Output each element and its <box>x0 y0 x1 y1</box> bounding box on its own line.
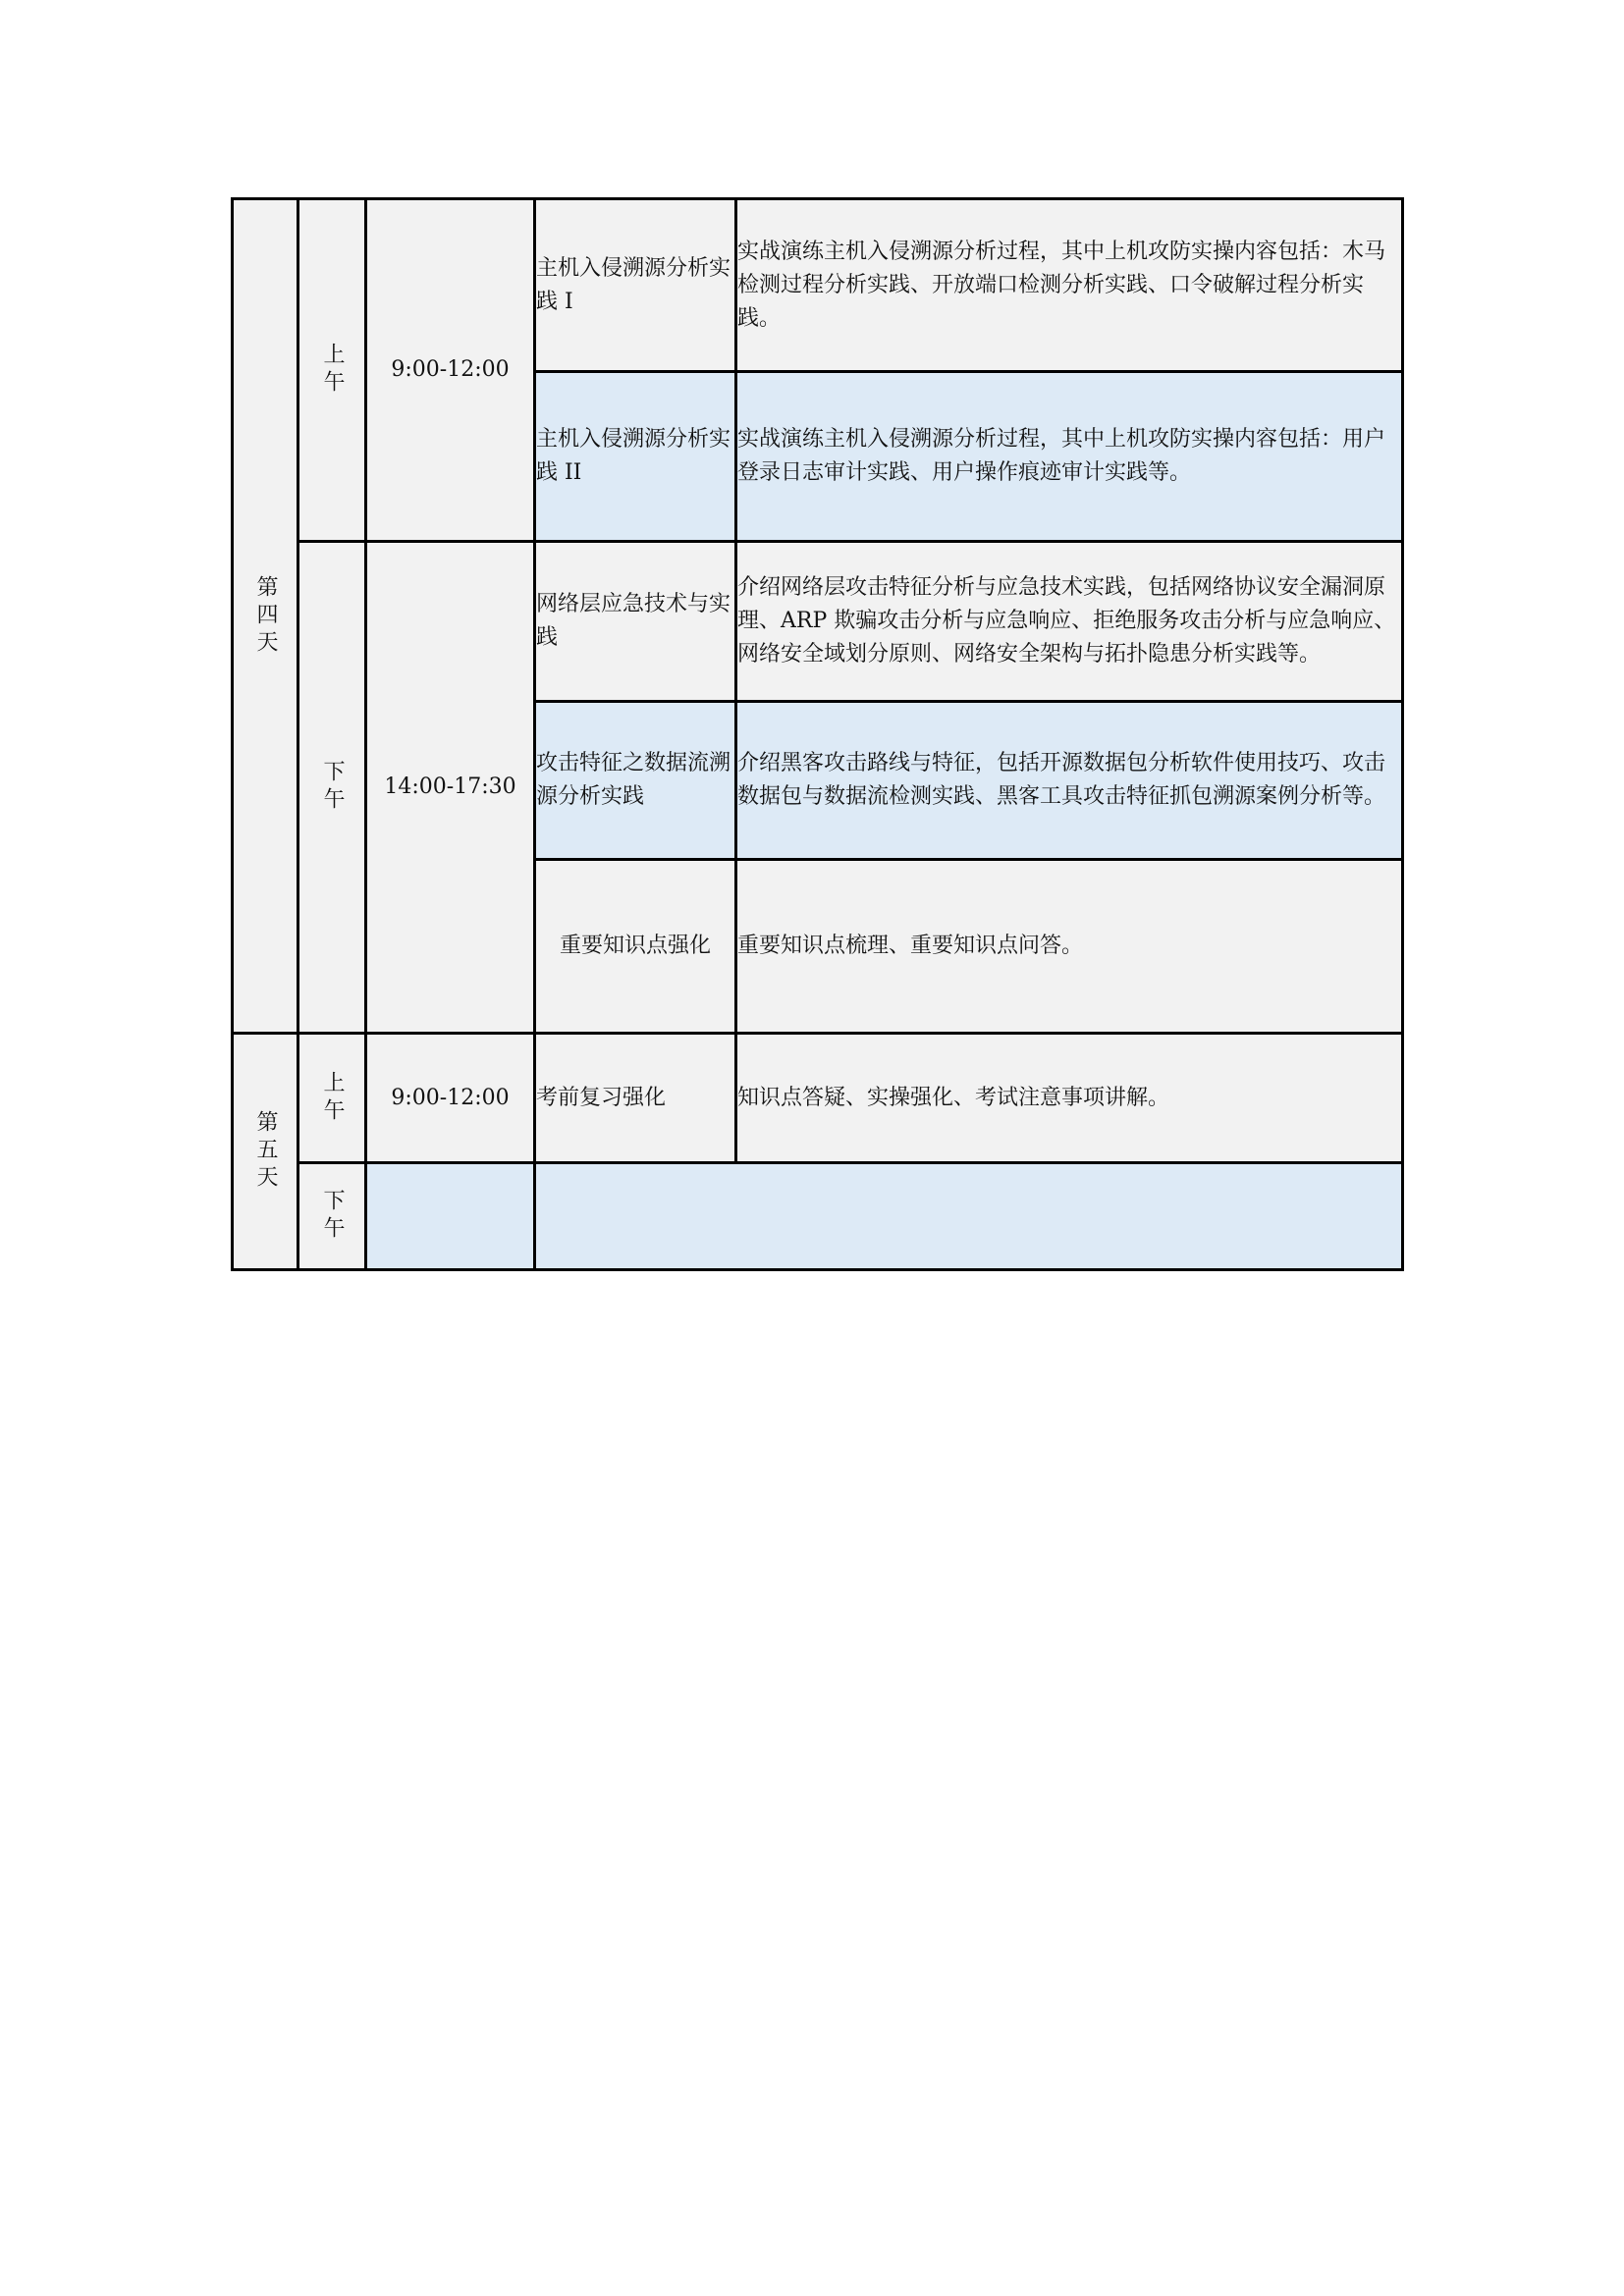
time-cell: 9:00-12:00 <box>366 199 535 542</box>
description-cell: 介绍黑客攻击路线与特征，包括开源数据包分析软件使用技巧、攻击数据包与数据流检测实践、黑客工具攻击特征抓包溯源案例分析等。 <box>736 702 1403 860</box>
content-cell-empty <box>535 1163 1403 1270</box>
topic-cell: 攻击特征之数据流溯源分析实践 <box>535 702 736 860</box>
description-cell: 重要知识点梳理、重要知识点问答。 <box>736 860 1403 1034</box>
topic-cell: 主机入侵溯源分析实践 II <box>535 372 736 542</box>
description-cell: 实战演练主机入侵溯源分析过程，其中上机攻防实操内容包括：木马检测过程分析实践、开放端口检测分析实践、口令破解过程分析实践。 <box>736 199 1403 372</box>
topic-cell: 重要知识点强化 <box>535 860 736 1034</box>
period-label: 下午 <box>320 760 345 815</box>
time-cell-empty <box>366 1163 535 1270</box>
description-cell: 实战演练主机入侵溯源分析过程，其中上机攻防实操内容包括：用户登录日志审计实践、用户操作痕迹审计实践等。 <box>736 372 1403 542</box>
topic-cell: 考前复习强化 <box>535 1034 736 1163</box>
table-row <box>233 542 1403 702</box>
day-label: 第五天 <box>253 1110 278 1193</box>
period-label: 上午 <box>320 343 345 398</box>
table-row <box>233 1163 1403 1270</box>
period-label: 上午 <box>320 1070 345 1126</box>
training-schedule-table <box>231 197 1404 1271</box>
period-cell <box>298 1163 366 1270</box>
topic-cell: 主机入侵溯源分析实践 I <box>535 199 736 372</box>
period-cell <box>298 542 366 1034</box>
period-label: 下午 <box>320 1189 345 1244</box>
topic-cell: 网络层应急技术与实践 <box>535 542 736 702</box>
time-cell: 14:00-17:30 <box>366 542 535 1034</box>
description-cell: 介绍网络层攻击特征分析与应急技术实践，包括网络协议安全漏洞原理、ARP 欺骗攻击分析与应急响应、拒绝服务攻击分析与应急响应、网络安全域划分原则、网络安全架构与拓扑隐患分析实践等。 <box>736 542 1403 702</box>
day-label: 第四天 <box>253 574 278 658</box>
period-cell <box>298 1034 366 1163</box>
day-cell <box>233 1034 298 1270</box>
time-cell: 9:00-12:00 <box>366 1034 535 1163</box>
period-cell <box>298 199 366 542</box>
day-cell <box>233 199 298 1034</box>
table-row <box>233 199 1403 372</box>
table-row <box>233 1034 1403 1163</box>
description-cell: 知识点答疑、实操强化、考试注意事项讲解。 <box>736 1034 1403 1163</box>
